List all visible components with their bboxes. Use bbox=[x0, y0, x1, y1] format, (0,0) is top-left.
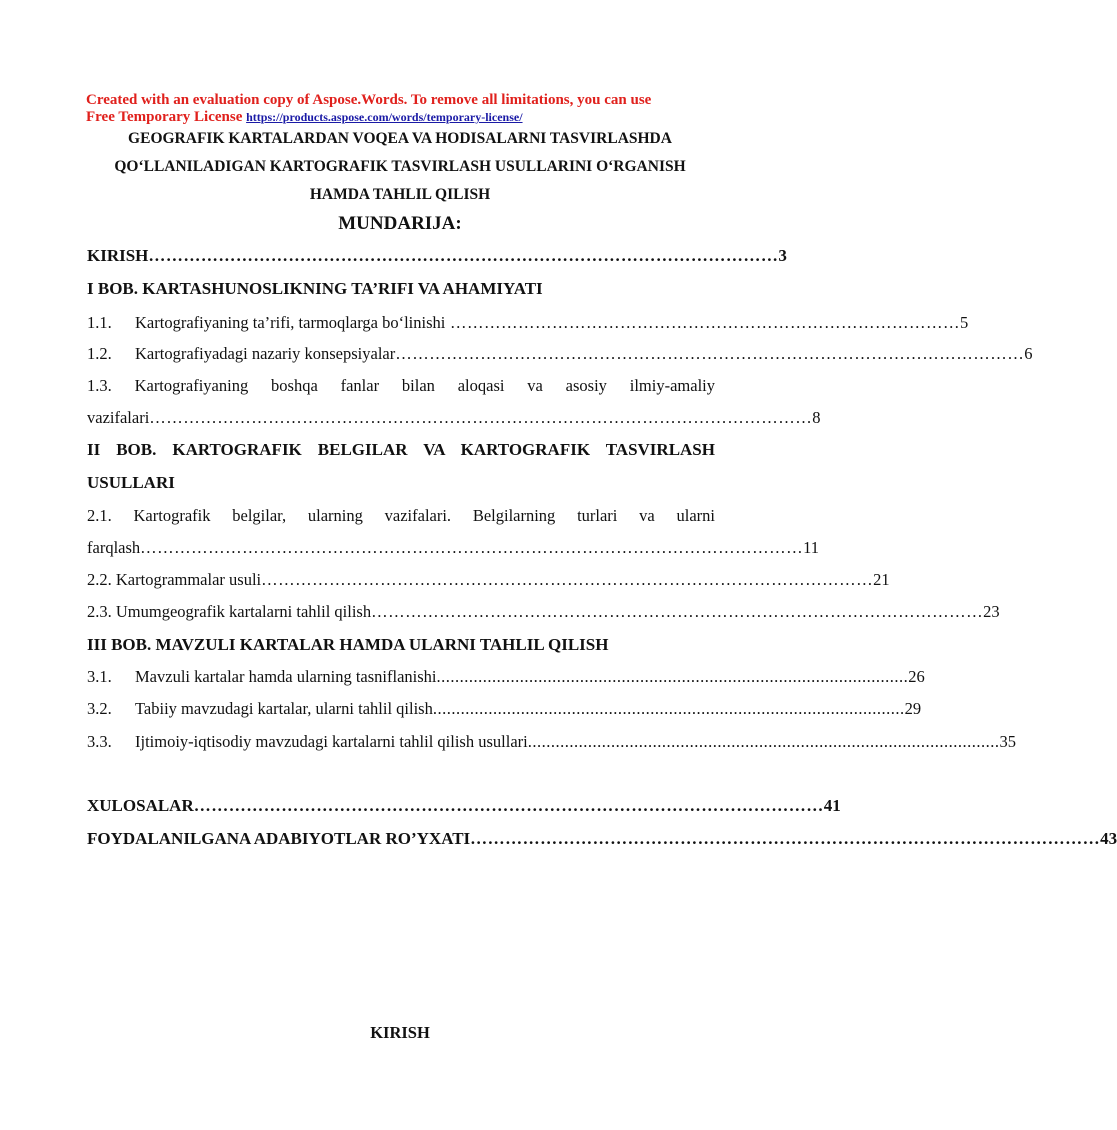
leader-dots: ………………………………………………………………………………………………… bbox=[395, 344, 1025, 363]
leader-dots: ...................................................................................................... bbox=[432, 699, 905, 718]
leader-dots: ……………………………………………………………………………………………………… bbox=[140, 538, 804, 557]
toc-label: XULOSALAR bbox=[87, 796, 194, 815]
toc-entry-kirish[interactable] bbox=[87, 246, 787, 266]
leader-dots: ……………………………………………………………………………………………………… bbox=[149, 408, 813, 427]
toc-entry-1-3-line2[interactable] bbox=[87, 408, 821, 428]
toc-num: 3.3. bbox=[87, 732, 112, 751]
toc-page: 26 bbox=[908, 667, 925, 686]
toc-entry-2-2[interactable] bbox=[87, 570, 890, 590]
toc-label: vazifalari bbox=[87, 408, 150, 427]
title-line3: HAMDA TAHLIL QILISH bbox=[309, 186, 491, 203]
license-link[interactable]: https://products.aspose.com/words/temporary-license/ bbox=[246, 110, 523, 124]
leader-dots: ……………………………………………………………………………………………… bbox=[470, 829, 1101, 848]
toc-page: 5 bbox=[959, 313, 969, 332]
toc-page: 29 bbox=[904, 699, 922, 718]
leader-dots: ……………………………………………………………………………………………… bbox=[148, 246, 779, 265]
toc-entry-2-1-line2[interactable] bbox=[87, 538, 820, 558]
toc-chapter-1[interactable]: I BOB. KARTASHUNOSLIKNING TA’RIFI VA AHAMIYATI bbox=[87, 279, 543, 298]
toc-page: 6 bbox=[1024, 344, 1033, 363]
leader-dots: ……………………………………………………………………………………………… bbox=[193, 796, 824, 815]
toc-num: 1.2. bbox=[87, 344, 112, 363]
toc-label: 2.3. Umumgeografik kartalarni tahlil qilish bbox=[87, 602, 372, 621]
toc-page: 3 bbox=[778, 246, 787, 265]
toc-entry-xulosalar[interactable] bbox=[87, 796, 841, 816]
toc-entry-3-2[interactable] bbox=[87, 699, 922, 719]
toc-page: 21 bbox=[873, 570, 890, 589]
toc-num: 1.1. bbox=[87, 313, 112, 332]
toc-label: farqlash bbox=[87, 538, 141, 557]
toc-label: Kartografiyaning ta’rifi, tarmoqlarga bo‘linishi bbox=[135, 313, 446, 332]
toc-page: 8 bbox=[812, 408, 821, 427]
toc-label: Tabiiy mavzudagi kartalar, ularni tahlil qilish bbox=[135, 699, 433, 718]
toc-chapter-2-line1[interactable]: II BOB. KARTOGRAFIK BELGILAR VA KARTOGRAFIK TASVIRLASH bbox=[87, 440, 715, 459]
toc-entry-3-1[interactable] bbox=[87, 667, 925, 687]
toc-entry-1-3-line1[interactable]: 1.3. Kartografiyaning boshqa fanlar bilan aloqasi va asosiy ilmiy-amaliy bbox=[87, 376, 715, 395]
toc-label: Kartografiyadagi nazariy konsepsiyalar bbox=[135, 344, 396, 363]
toc-chapter-2-line2[interactable]: USULLARI bbox=[87, 473, 175, 492]
toc-entry-1-2[interactable] bbox=[87, 344, 1033, 364]
leader-dots: ……………………………………………………………………………………………… bbox=[371, 602, 984, 621]
leader-dots: ...................................................................................................... bbox=[527, 732, 1000, 751]
toc-page: 35 bbox=[999, 732, 1016, 751]
leader-dots: ……………………………………………………………………………… bbox=[445, 313, 960, 332]
toc-entry-2-1-line1[interactable]: 2.1. Kartografik belgilar, ularning vazifalari. Belgilarning turlari va ularni bbox=[87, 506, 715, 525]
watermark-line1: Created with an evaluation copy of Aspose.Words. To remove all limitations, you can use bbox=[86, 92, 652, 108]
toc-entry-adabiyotlar[interactable] bbox=[87, 829, 1117, 849]
leader-dots: ……………………………………………………………………………………………… bbox=[261, 570, 874, 589]
title-line1: GEOGRAFIK KARTALARDAN VOQEA VA HODISALARNI TASVIRLASHDA bbox=[128, 130, 672, 147]
watermark-line2: Free Temporary License bbox=[86, 109, 243, 125]
toc-label: Ijtimoiy-iqtisodiy mavzudagi kartalarni tahlil qilish usullari bbox=[135, 732, 528, 751]
toc-page: 11 bbox=[803, 538, 820, 557]
toc-entry-2-3[interactable] bbox=[87, 602, 1000, 622]
toc-num: 3.2. bbox=[87, 699, 112, 718]
title-line2: QO‘LLANILADIGAN KARTOGRAFIK TASVIRLASH USULLARINI O‘RGANISH bbox=[114, 158, 686, 175]
toc-num: 3.1. bbox=[87, 667, 112, 686]
toc-page: 23 bbox=[983, 602, 1000, 621]
toc-label: Mavzuli kartalar hamda ularning tasniflanishi bbox=[135, 667, 437, 686]
toc-chapter-3[interactable]: III BOB. MAVZULI KARTALAR HAMDA ULARNI TAHLIL QILISH bbox=[87, 635, 609, 654]
toc-label: 2.2. Kartogrammalar usuli bbox=[87, 570, 262, 589]
toc-entry-1-1[interactable] bbox=[87, 313, 969, 333]
evaluation-watermark bbox=[86, 92, 716, 126]
toc-page: 41 bbox=[823, 796, 841, 815]
toc-label: KIRISH bbox=[87, 246, 149, 265]
section-heading-kirish: KIRISH bbox=[370, 1023, 430, 1042]
toc-page: 43 bbox=[1100, 829, 1117, 848]
toc-entry-3-3[interactable] bbox=[87, 732, 1016, 752]
toc-label: FOYDALANILGANA ADABIYOTLAR RO’YXATI bbox=[87, 829, 471, 848]
leader-dots: ...................................................................................................... bbox=[436, 667, 909, 686]
toc-heading: MUNDARIJA: bbox=[338, 213, 462, 234]
